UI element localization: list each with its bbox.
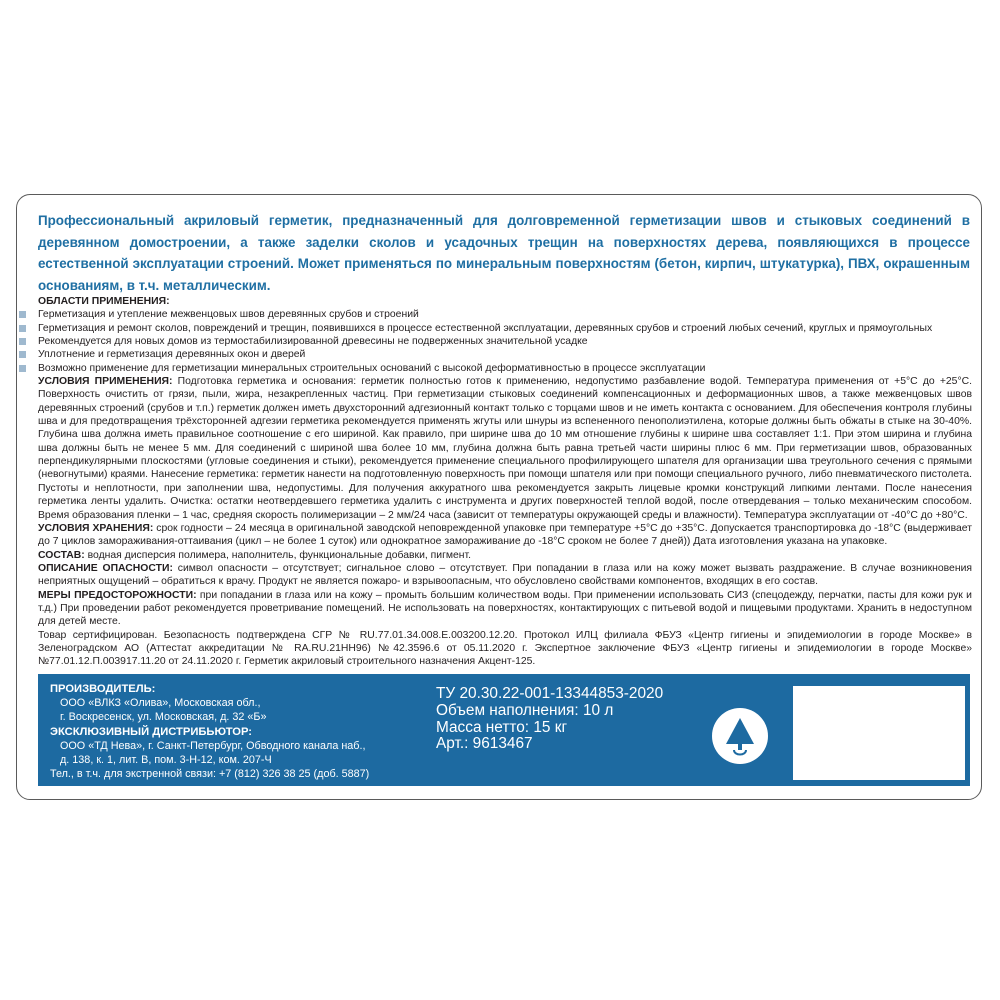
- certification-text: Товар сертифицирован. Безопасность подтверждена СГР № RU.77.01.34.008.Е.003200.12.20. Протокол ИЛЦ филиала ФБУЗ «Центр гигиены и эпидемиологии в городе Москве» в Зеленоградском АО (Аттестат аккредитации № RA.RU.21НН96) №42.3596.6 от 05.11.2020 г. Экспертное заключение ФБУЗ «Центр гигиены и эпидемиологии в городе Москве» №77.01.12.П.003917.11.20 от 24.11.2020 г. Герметик акриловый строительного назначения Акцент-125.: [38, 629, 972, 668]
- list-item: Возможно применение для герметизации минеральных строительных оснований с высокой деформативностью в процессе эксплуатации: [38, 362, 972, 375]
- distributor-line: Тел., в т.ч. для экстренной связи: +7 (812) 326 38 25 (доб. 5887): [50, 768, 370, 781]
- tu-number: ТУ 20.30.22-001-13344853-2020: [436, 685, 664, 702]
- hazard-text: символ опасности – отсутствует; сигнальное слово – отсутствует. При попадании в глаза или на кожу может вызвать раздражение. В случае возникновения неприятных ощущений – обратиться к врачу. Продукт не является пожаро- и взрывоопасным, что обусловлено свойствами компонентов, входящих в его состав.: [38, 562, 973, 588]
- volume: Объем наполнения: 10 л: [436, 701, 614, 719]
- label-body: [38, 295, 972, 669]
- usage-section: [38, 375, 972, 522]
- hazard-section: [38, 562, 972, 589]
- company-info: [50, 682, 430, 781]
- list-item: Уплотнение и герметизация деревянных окон и дверей: [38, 348, 972, 361]
- hazard-heading: ОПИСАНИЕ ОПАСНОСТИ:: [38, 562, 173, 574]
- distributor-line: д. 138, к. 1, лит. В, пом. 3-Н-12, ком. 207-Ч: [60, 754, 272, 767]
- barcode-area: [793, 686, 965, 780]
- storage-text: срок годности – 24 месяца в оригинальной заводской неповрежденной упаковке при температуре +5°С до +35°С. Допускается транспортировка до -18°С (выдерживает до 7 циклов замораживания-оттаивания (цикл – не более 1 суток) или однократное замораживание до -18°С сроком не более 7 дней)) Дата изготовления указана на упаковке.: [38, 522, 972, 548]
- manufacturer-line: г. Воскресенск, ул. Московская, д. 32 «Б»: [60, 711, 267, 724]
- usage-text: Подготовка герметика и основания: герметик полностью готов к применению, недопустимо разбавление водой. Температура применения от +5°С до +25°С. Поверхность очистить от грязи, пыли, жира, незакрепленных частиц. При герметизации стыковых соединений компенсационных и деформационных швов, а также межвенцовых швов деревянных строений (срубов и т.п.) герметик должен иметь двухсторонний адгезионный контакт только с торцами швов и не иметь контакта с основанием. Для обеспечения контроля глубины шва и для предотвращения трёхсторонней адгезии герметика рекомендуется применять жгуты или шнуры из вспененного пенополиэтилена, которые должны быть обжаты в стыке на 30-40%. Глубина шва должна иметь правильное соотношение с его шириной. Как правило, при ширине шва до 10 мм отношение глубины к ширине шва составляет 1:1. При этом ширина и глубина шва должны быть не менее 5 мм. Для соединений с шириной шва более 10 мм, глубина должна быть равна третьей части ширины плюс 6 мм. При герметизации швов, образованных перпендикулярными плоскостями (угловые соединения и стыки), рекомендуется применение специального профилирующего шпателя для организации шва треугольного сечения с прямыми (невогнутыми) краями. Нанесение герметика: герметик нанести на подготовленную поверхность при помощи шпателя или при помощи специального ручного, либо пневматического пистолета. Пустоты и неплотности, при заполнении шва, недопустимы. Для получения аккуратного шва рекомендуется закрыть лицевые кромки конструкций липкими лентами. После нанесения герметика ленты удалить. Очистка: остатки неотвердевшего герметика удалить с инструмента и других поверхностей теплой водой, после отвердевания – только механическим способом. Время образования пленки – 1 час, средняя скорость полимеризации – 2 мм/24 часа (зависит от температуры окружающей среды и влажности). Температура эксплуатации от -40°С до +80°С.: [38, 376, 973, 521]
- manufacturer-line: ООО «ВЛКЗ «Олива», Московская обл.,: [60, 697, 261, 710]
- storage-heading: УСЛОВИЯ ХРАНЕНИЯ:: [38, 522, 154, 534]
- article-number: Арт.: 9613467: [436, 735, 533, 753]
- composition-heading: СОСТАВ:: [38, 549, 85, 561]
- storage-section: [38, 522, 972, 549]
- precautions-text: при попадании в глаза или на кожу – промыть большим количеством воды. При применении использовать СИЗ (спецодежду, перчатки, пасты для кожи рук и т.д.) При проведении работ рекомендуется проветривание помещений. Не использовать на поверхностях, контактирующих с питьевой водой и пищевыми продуктами. Хранить в недоступном для детей месте.: [38, 589, 972, 628]
- list-item: Герметизация и ремонт сколов, повреждений и трещин, появившихся в процессе естественной эксплуатации, деревянных срубов и строений любых сечений, круглых и прямоугольных: [38, 322, 972, 335]
- distributor-heading: ЭКСКЛЮЗИВНЫЙ ДИСТРИБЬЮТОР:: [50, 725, 253, 738]
- applications-list: [38, 308, 972, 375]
- list-item: Герметизация и утепление межвенцовых швов деревянных срубов и строений: [38, 308, 972, 321]
- product-specs: [436, 686, 736, 753]
- distributor-line: ООО «ТД Нева», г. Санкт-Петербург, Обводного канала наб.,: [60, 739, 366, 752]
- product-description: Профессиональный акриловый герметик, предназначенный для долговременной герметизации швов и стыковых соединений в деревянном домостроении, а также заделки сколов и усадочных трещин на поверхностях дерева, появляющихся в процессе естественной эксплуатации строений. Может применяться по минеральным поверхностям (бетон, кирпич, штукатурка), ПВХ, окрашенным основаниям, в т.ч. металлическим.: [38, 213, 970, 293]
- precautions-heading: МЕРЫ ПРЕДОСТОРОЖНОСТИ:: [38, 589, 197, 601]
- footer-panel: [38, 674, 970, 786]
- precautions-section: [38, 589, 972, 629]
- list-item: Рекомендуется для новых домов из термостабилизированной древесины не подверженных значительной усадке: [38, 335, 972, 348]
- composition-section: [38, 549, 972, 562]
- usage-heading: УСЛОВИЯ ПРИМЕНЕНИЯ:: [38, 376, 173, 388]
- manufacturer-heading: ПРОИЗВОДИТЕЛЬ:: [50, 683, 156, 695]
- composition-text: водная дисперсия полимера, наполнитель, функциональные добавки, пигмент.: [87, 549, 472, 561]
- applications-heading: ОБЛАСТИ ПРИМЕНЕНИЯ:: [38, 296, 170, 307]
- tree-recycle-icon: [710, 706, 770, 766]
- net-mass: Масса нетто: 15 кг: [436, 718, 568, 736]
